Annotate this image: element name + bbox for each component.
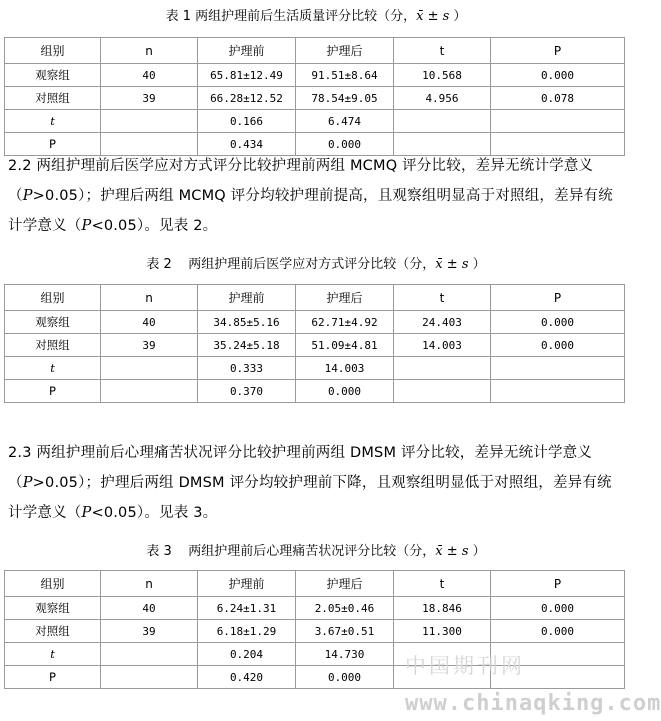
table-cell xyxy=(101,643,198,666)
header-cell: P xyxy=(491,38,625,64)
table-cell: 0.000 xyxy=(296,666,394,689)
table-cell: 0.420 xyxy=(198,666,296,689)
table2 xyxy=(4,284,625,403)
table-cell: 0.000 xyxy=(491,334,625,357)
table-cell: 0.166 xyxy=(198,110,296,133)
table-cell: 0.000 xyxy=(491,597,625,620)
table-cell: 62.71±4.92 xyxy=(296,311,394,334)
paragraph-2-3 xyxy=(8,438,624,528)
table-row xyxy=(5,357,625,380)
table-row xyxy=(5,380,625,403)
table-cell: 14.003 xyxy=(394,334,491,357)
caption-end: ） xyxy=(468,257,486,272)
paragraph-text: 2.3 两组护理前后心理痛苦状况评分比较护理前两组 DMSM 评分比较，差异无统计学意义（ xyxy=(8,445,593,491)
table3 xyxy=(4,570,625,689)
table-cell: 0.000 xyxy=(296,133,394,156)
header-cell: t xyxy=(394,285,491,311)
table-row xyxy=(5,311,625,334)
table-row xyxy=(5,643,625,666)
table-cell: 91.51±8.64 xyxy=(296,64,394,87)
table-cell: 2.05±0.46 xyxy=(296,597,394,620)
table-cell: 0.434 xyxy=(198,133,296,156)
table-cell: 14.730 xyxy=(296,643,394,666)
header-cell: 组别 xyxy=(5,571,101,597)
table-cell xyxy=(394,380,491,403)
table-cell: 39 xyxy=(101,334,198,357)
header-cell: 护理前 xyxy=(198,571,296,597)
header-cell: 护理前 xyxy=(198,285,296,311)
header-cell: 组别 xyxy=(5,285,101,311)
table-row xyxy=(5,87,625,110)
caption-mean-symbol: x̄ xyxy=(435,544,443,559)
header-cell: 组别 xyxy=(5,38,101,64)
p-symbol: P xyxy=(81,505,92,521)
table2-caption xyxy=(0,256,632,274)
header-cell: t xyxy=(394,571,491,597)
table-cell: 3.67±0.51 xyxy=(296,620,394,643)
caption-end: ） xyxy=(449,9,467,24)
header-cell: 护理前 xyxy=(198,38,296,64)
watermark-text: 中国期刊网 xyxy=(405,654,525,678)
table-cell: 0.000 xyxy=(491,64,625,87)
table-cell xyxy=(394,357,491,380)
table-cell: 66.28±12.52 xyxy=(198,87,296,110)
caption-pm: ± xyxy=(423,9,443,24)
table-cell: P xyxy=(5,133,101,156)
header-cell: 护理后 xyxy=(296,285,394,311)
paragraph-text: >0.05）；护理后两组 MCMQ 评分均较护理前提高，且观察组明显高于对照组，差异有统计学意义（ xyxy=(8,188,613,234)
table-cell: 18.846 xyxy=(394,597,491,620)
table-cell: 11.300 xyxy=(394,620,491,643)
table1-caption xyxy=(0,8,632,26)
table-cell: 对照组 xyxy=(5,334,101,357)
watermark-url: www.chinaqking.com xyxy=(405,691,661,716)
caption-text: 表 3 两组护理前后心理痛苦状况评分比较（分， xyxy=(146,544,436,559)
caption-pm: ± xyxy=(442,544,462,559)
table-cell: 0.370 xyxy=(198,380,296,403)
table-cell xyxy=(394,110,491,133)
p-symbol: P xyxy=(81,218,92,234)
paragraph-text: >0.05）；护理后两组 DMSM 评分均较护理前下降，且观察组明显低于对照组，差异有统计学意义（ xyxy=(8,475,612,521)
caption-text: 表 1 两组护理前后生活质量评分比较（分， xyxy=(165,9,417,24)
table-cell: 4.956 xyxy=(394,87,491,110)
table-cell: 39 xyxy=(101,620,198,643)
caption-mean-symbol: x̄ xyxy=(435,257,443,272)
table-cell: 6.18±1.29 xyxy=(198,620,296,643)
table-cell: 对照组 xyxy=(5,87,101,110)
table-cell: 6.474 xyxy=(296,110,394,133)
header-cell: t xyxy=(394,38,491,64)
table-cell: t xyxy=(5,110,101,133)
table-header-row xyxy=(5,38,625,64)
table-cell: 35.24±5.18 xyxy=(198,334,296,357)
table-cell: t xyxy=(5,643,101,666)
table-cell: 0.078 xyxy=(491,87,625,110)
table-cell: 0.000 xyxy=(491,311,625,334)
table-row xyxy=(5,110,625,133)
table-row xyxy=(5,64,625,87)
caption-sd-symbol: s xyxy=(461,544,469,559)
table-cell: 65.81±12.49 xyxy=(198,64,296,87)
table-cell: P xyxy=(5,380,101,403)
table-cell: 14.003 xyxy=(296,357,394,380)
table-cell xyxy=(491,380,625,403)
table-cell: 40 xyxy=(101,597,198,620)
table-cell: 对照组 xyxy=(5,620,101,643)
table3-caption xyxy=(0,543,632,561)
table-header-row xyxy=(5,285,625,311)
table-cell: 39 xyxy=(101,87,198,110)
table1 xyxy=(4,37,625,156)
header-cell: n xyxy=(101,38,198,64)
paragraph-2-2 xyxy=(8,151,624,241)
header-cell: 护理后 xyxy=(296,38,394,64)
header-cell: 护理后 xyxy=(296,571,394,597)
header-cell: n xyxy=(101,571,198,597)
table-cell xyxy=(101,357,198,380)
table-cell: 40 xyxy=(101,64,198,87)
caption-sd-symbol: s xyxy=(442,9,450,24)
caption-pm: ± xyxy=(442,257,462,272)
table-cell: 78.54±9.05 xyxy=(296,87,394,110)
header-cell: n xyxy=(101,285,198,311)
table-cell: 40 xyxy=(101,311,198,334)
table-cell: 观察组 xyxy=(5,311,101,334)
table-cell: 0.204 xyxy=(198,643,296,666)
table-row xyxy=(5,334,625,357)
table-cell: 观察组 xyxy=(5,64,101,87)
caption-text: 表 2 两组护理前后医学应对方式评分比较（分， xyxy=(146,257,436,272)
table-cell xyxy=(491,110,625,133)
table-cell: 34.85±5.16 xyxy=(198,311,296,334)
p-symbol: P xyxy=(22,188,33,204)
table-row xyxy=(5,666,625,689)
table-cell: 0.000 xyxy=(296,380,394,403)
table-row xyxy=(5,597,625,620)
table-row xyxy=(5,620,625,643)
table-cell: P xyxy=(5,666,101,689)
p-symbol: P xyxy=(22,475,33,491)
header-cell: P xyxy=(491,571,625,597)
table-cell xyxy=(101,380,198,403)
table-cell: 0.000 xyxy=(491,620,625,643)
caption-sd-symbol: s xyxy=(461,257,469,272)
table-cell: 51.09±4.81 xyxy=(296,334,394,357)
table-cell: 观察组 xyxy=(5,597,101,620)
paragraph-text: 2.2 两组护理前后医学应对方式评分比较护理前两组 MCMQ 评分比较，差异无统计学意义（ xyxy=(8,158,594,204)
table-cell: 24.403 xyxy=(394,311,491,334)
table-cell: t xyxy=(5,357,101,380)
table-cell: 6.24±1.31 xyxy=(198,597,296,620)
header-cell: P xyxy=(491,285,625,311)
paragraph-text: <0.05）。见表 2。 xyxy=(91,218,218,234)
table-header-row xyxy=(5,571,625,597)
table-cell xyxy=(101,666,198,689)
table-cell xyxy=(101,110,198,133)
table-cell: 10.568 xyxy=(394,64,491,87)
table-cell xyxy=(491,357,625,380)
paragraph-text: <0.05）。见表 3。 xyxy=(91,505,218,521)
caption-end: ） xyxy=(468,544,486,559)
table-cell: 0.333 xyxy=(198,357,296,380)
caption-mean-symbol: x̄ xyxy=(416,9,424,24)
